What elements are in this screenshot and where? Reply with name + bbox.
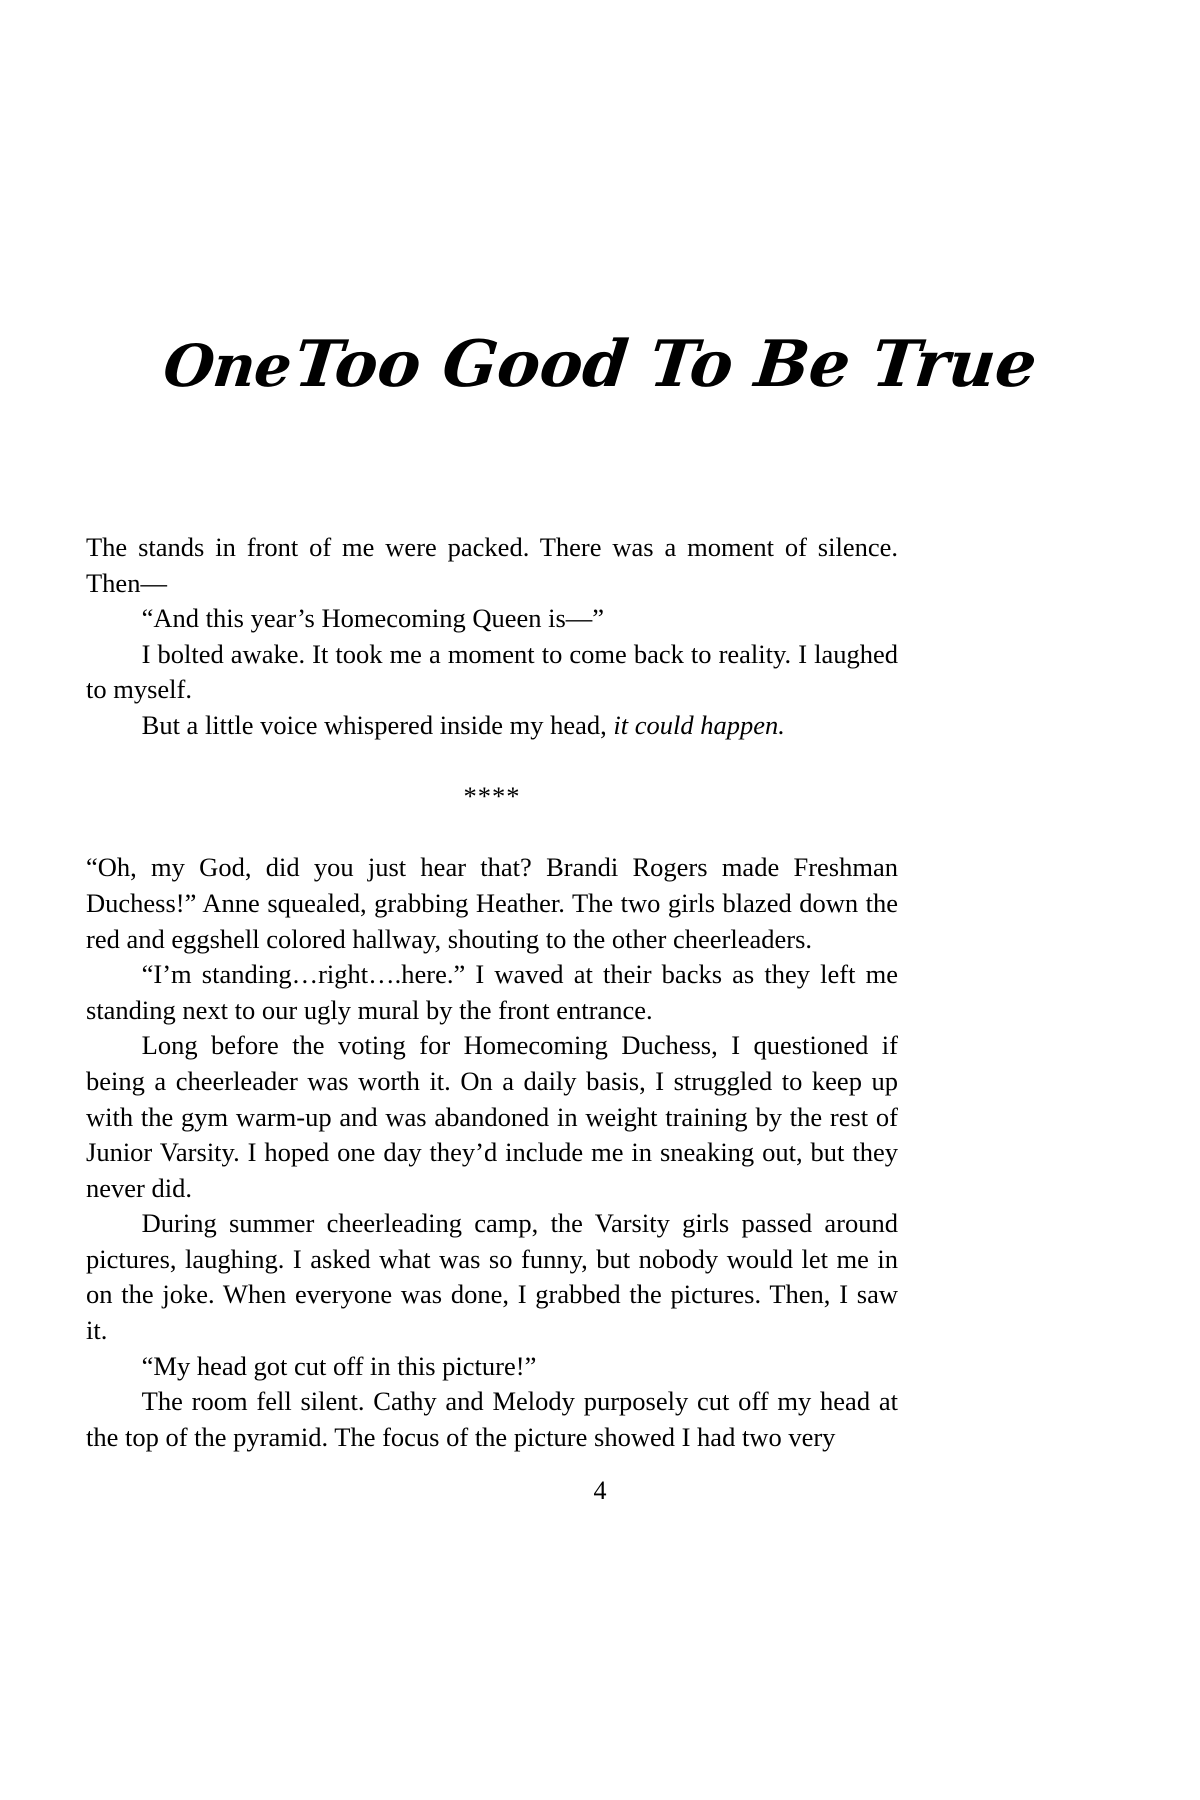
paragraph-whisper-lead: But a little voice whispered inside my head, <box>141 709 614 740</box>
paragraph-voting-duchess: Long before the voting for Homecoming Duchess, I questioned if being a cheerleader was worth it. On a daily basis, I struggled to keep up with the gym warm-up and was abandoned in weight training by the rest of Junior Varsity. I hoped one day they’d include me in sneaking out, but they never did. <box>86 1030 898 1203</box>
paragraph-standing-here: “I’m standing…right….here.” I waved at their backs as they left me standing next to our ugly mural by the front entrance. <box>86 959 898 1025</box>
chapter-number: One <box>160 332 295 400</box>
chapter-heading <box>0 255 1200 402</box>
paragraph-awake: I bolted awake. It took me a moment to come back to reality. I laughed to myself. <box>86 638 898 705</box>
paragraph-summer-camp: During summer cheerleading camp, the Varsity girls passed around pictures, laughing. I asked what was so funny, but nobody would let me in on the joke. When everyone was done, I grabbed the pictures. Then, I saw it. <box>86 1208 898 1346</box>
paragraph-whisper-emphasis: it could happen. <box>613 709 785 740</box>
scene-break-spacer-bottom <box>86 815 898 851</box>
paragraph-announcement: “And this year’s Homecoming Queen is—” <box>141 603 605 634</box>
paragraph-whisper <box>86 708 898 744</box>
paragraph-room-fell-silent: The room fell silent. Cathy and Melody purposely cut off my head at the top of the pyramid. The focus of the picture showed I had two very <box>86 1386 898 1452</box>
paragraph-opening: The stands in front of me were packed. There was a moment of silence. Then— <box>86 532 898 598</box>
scene-break-marker: **** <box>463 781 521 812</box>
paragraph-brandi-rogers: “Oh, my God, did you just hear that? Brandi Rogers made Freshman Duchess!” Anne squealed, grabbing Heather. The two girls blazed down the red and eggshell colored hallway, shouting to the other cheerleaders. <box>86 852 898 954</box>
page-number: 4 <box>593 1476 607 1505</box>
chapter-title: Too Good To Be True <box>290 327 1040 402</box>
scene-break-spacer-top <box>86 744 898 780</box>
paragraph-head-cut-off: “My head got cut off in this picture!” <box>141 1350 537 1381</box>
body-text-column <box>86 530 898 1455</box>
